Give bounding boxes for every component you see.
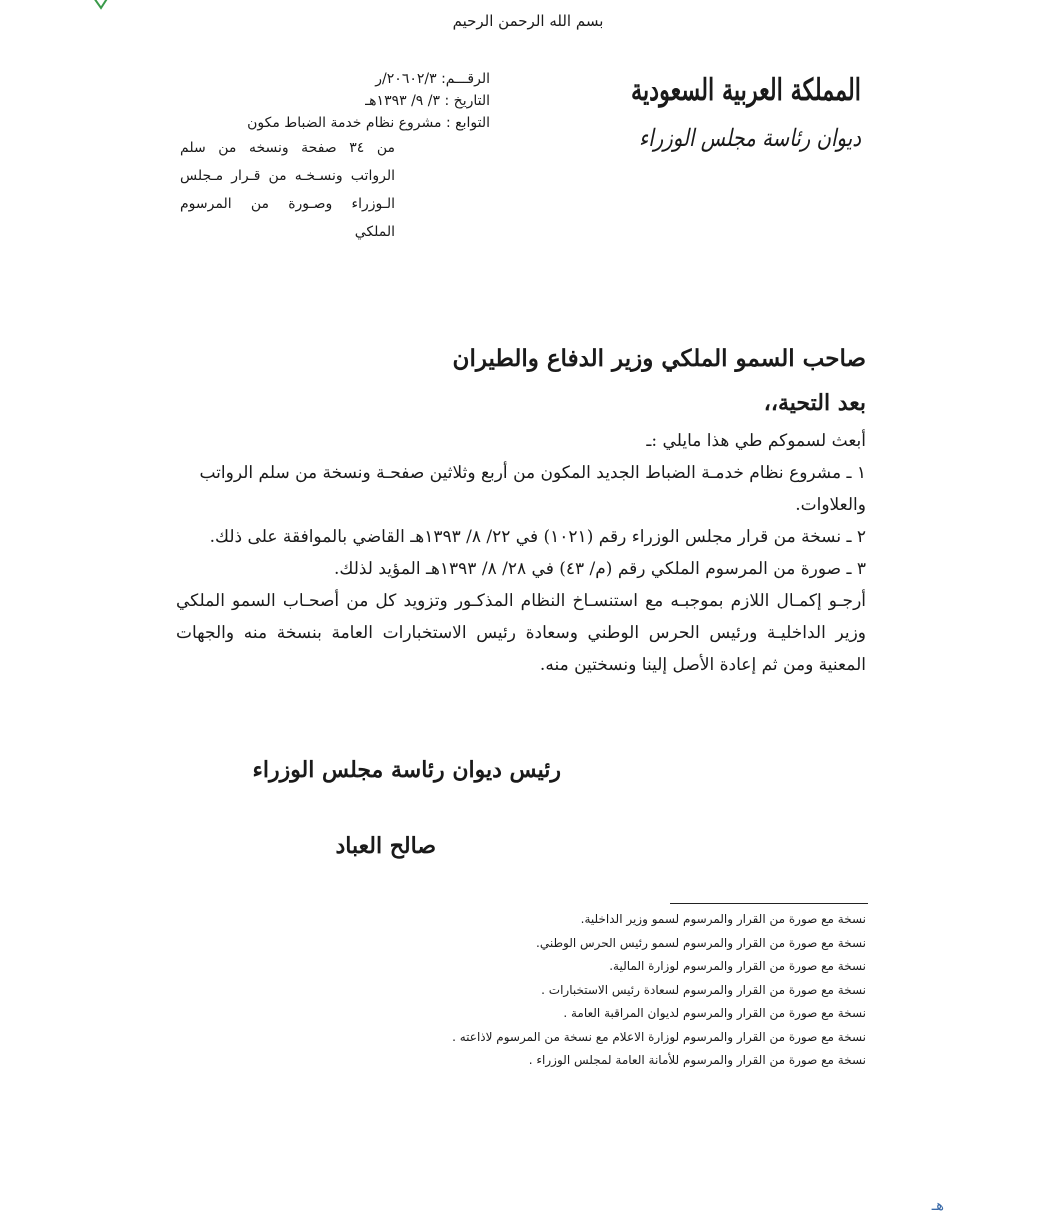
body-item: ١ ـ مشروع نظام خدمـة الضباط الجديد المكون من أربع وثلاثين صفحـة ونسخة من سلم الرواتب والعلاوات. xyxy=(199,463,866,515)
svg-text:ديوان رئاسة مجلس الوزراء: ديوان رئاسة مجلس الوزراء xyxy=(639,124,862,152)
reference-date-value: ٣/ ٩/ ١٣٩٣هـ xyxy=(365,93,441,109)
reference-attachments-continued: من ٣٤ صفحة ونسخه من سلم الرواتب ونسـخـه من قـرار مـجلس الـوزراء وصـورة من المرسوم الملكي xyxy=(180,140,396,240)
cc-divider xyxy=(670,903,868,904)
cc-item: نسخة مع صورة من القرار والمرسوم لوزارة الاعلام مع نسخة من المرسوم لاذاعته . xyxy=(452,1029,866,1044)
cc-item: نسخة مع صورة من القرار والمرسوم لسمو وزير الداخلية. xyxy=(580,912,866,926)
greeting: بعد التحية،، xyxy=(763,390,866,416)
letterhead-calligraphy xyxy=(626,58,866,168)
signer-title: رئيس ديوان رئاسة مجلس الوزراء xyxy=(252,757,561,783)
letter-body xyxy=(176,425,866,681)
reference-attachments-first: مشروع نظام خدمة الضباط مكون xyxy=(247,115,442,131)
signer-name: صالح العباد xyxy=(335,833,436,859)
reference-date-label: التاريخ xyxy=(453,93,490,109)
reference-number-label: الرقـــم xyxy=(445,71,490,87)
page-mark: هـ xyxy=(931,1196,944,1214)
reference-attachments-label: التوابع xyxy=(455,115,490,131)
cc-item: نسخة مع صورة من القرار والمرسوم للأمانة العامة لمجلس الوزراء . xyxy=(528,1053,866,1067)
basmala-heading: بسم الله الرحمن الرحيم xyxy=(452,12,604,30)
cc-item: نسخة مع صورة من القرار والمرسوم لوزارة المالية. xyxy=(609,959,866,973)
body-item: ٣ ـ صورة من المرسوم الملكي رقم (م/ ٤٣) في ٢٨/ ٨/ ١٣٩٣هـ المؤيد لذلك. xyxy=(333,559,866,579)
cc-item: نسخة مع صورة من القرار والمرسوم لسمو رئيس الحرس الوطني. xyxy=(536,935,866,950)
svg-text:المملكة العربية السعودية: المملكة العربية السعودية xyxy=(631,73,861,108)
body-closing: أرجـو إكمـال اللازم بموجبـه مع استنسـاخ النظام المذكـور وتزويد كل من أصحـاب السمو الملكي وزير الداخليـة ورئيس الحرس الوطني وسعادة رئيس الاستخبارات العامة بنسخة منه والجهات المعنية ومن ثم إعادة الأصل إلينا ونسختين منه. xyxy=(176,591,866,675)
reference-block xyxy=(180,68,490,246)
reference-number-value: ٢٠٦٠٢/٣/ر xyxy=(375,71,437,87)
cc-item: نسخة مع صورة من القرار والمرسوم لديوان المراقبة العامة . xyxy=(563,1006,866,1020)
body-intro: أبعث لسموكم طي هذا مايلي :ـ xyxy=(646,431,866,451)
cc-item: نسخة مع صورة من القرار والمرسوم لسعادة رئيس الاستخبارات . xyxy=(541,982,866,997)
body-item: ٢ ـ نسخة من قرار مجلس الوزراء رقم (١٠٢١) في ٢٢/ ٨/ ١٣٩٣هـ القاضي بالموافقة على ذلك. xyxy=(209,527,866,547)
reference-number-row: الرقـــم: ٢٠٦٠٢/٣/ر xyxy=(375,71,490,87)
addressee: صاحب السمو الملكي وزير الدفاع والطيران xyxy=(452,345,866,372)
letterhead-logo xyxy=(626,58,866,168)
reference-attachments-row: التوابع : مشروع نظام خدمة الضباط مكون xyxy=(247,115,490,131)
reference-date-row: التاريخ : ٣/ ٩/ ١٣٩٣هـ xyxy=(365,93,490,109)
cc-list xyxy=(346,908,866,1073)
